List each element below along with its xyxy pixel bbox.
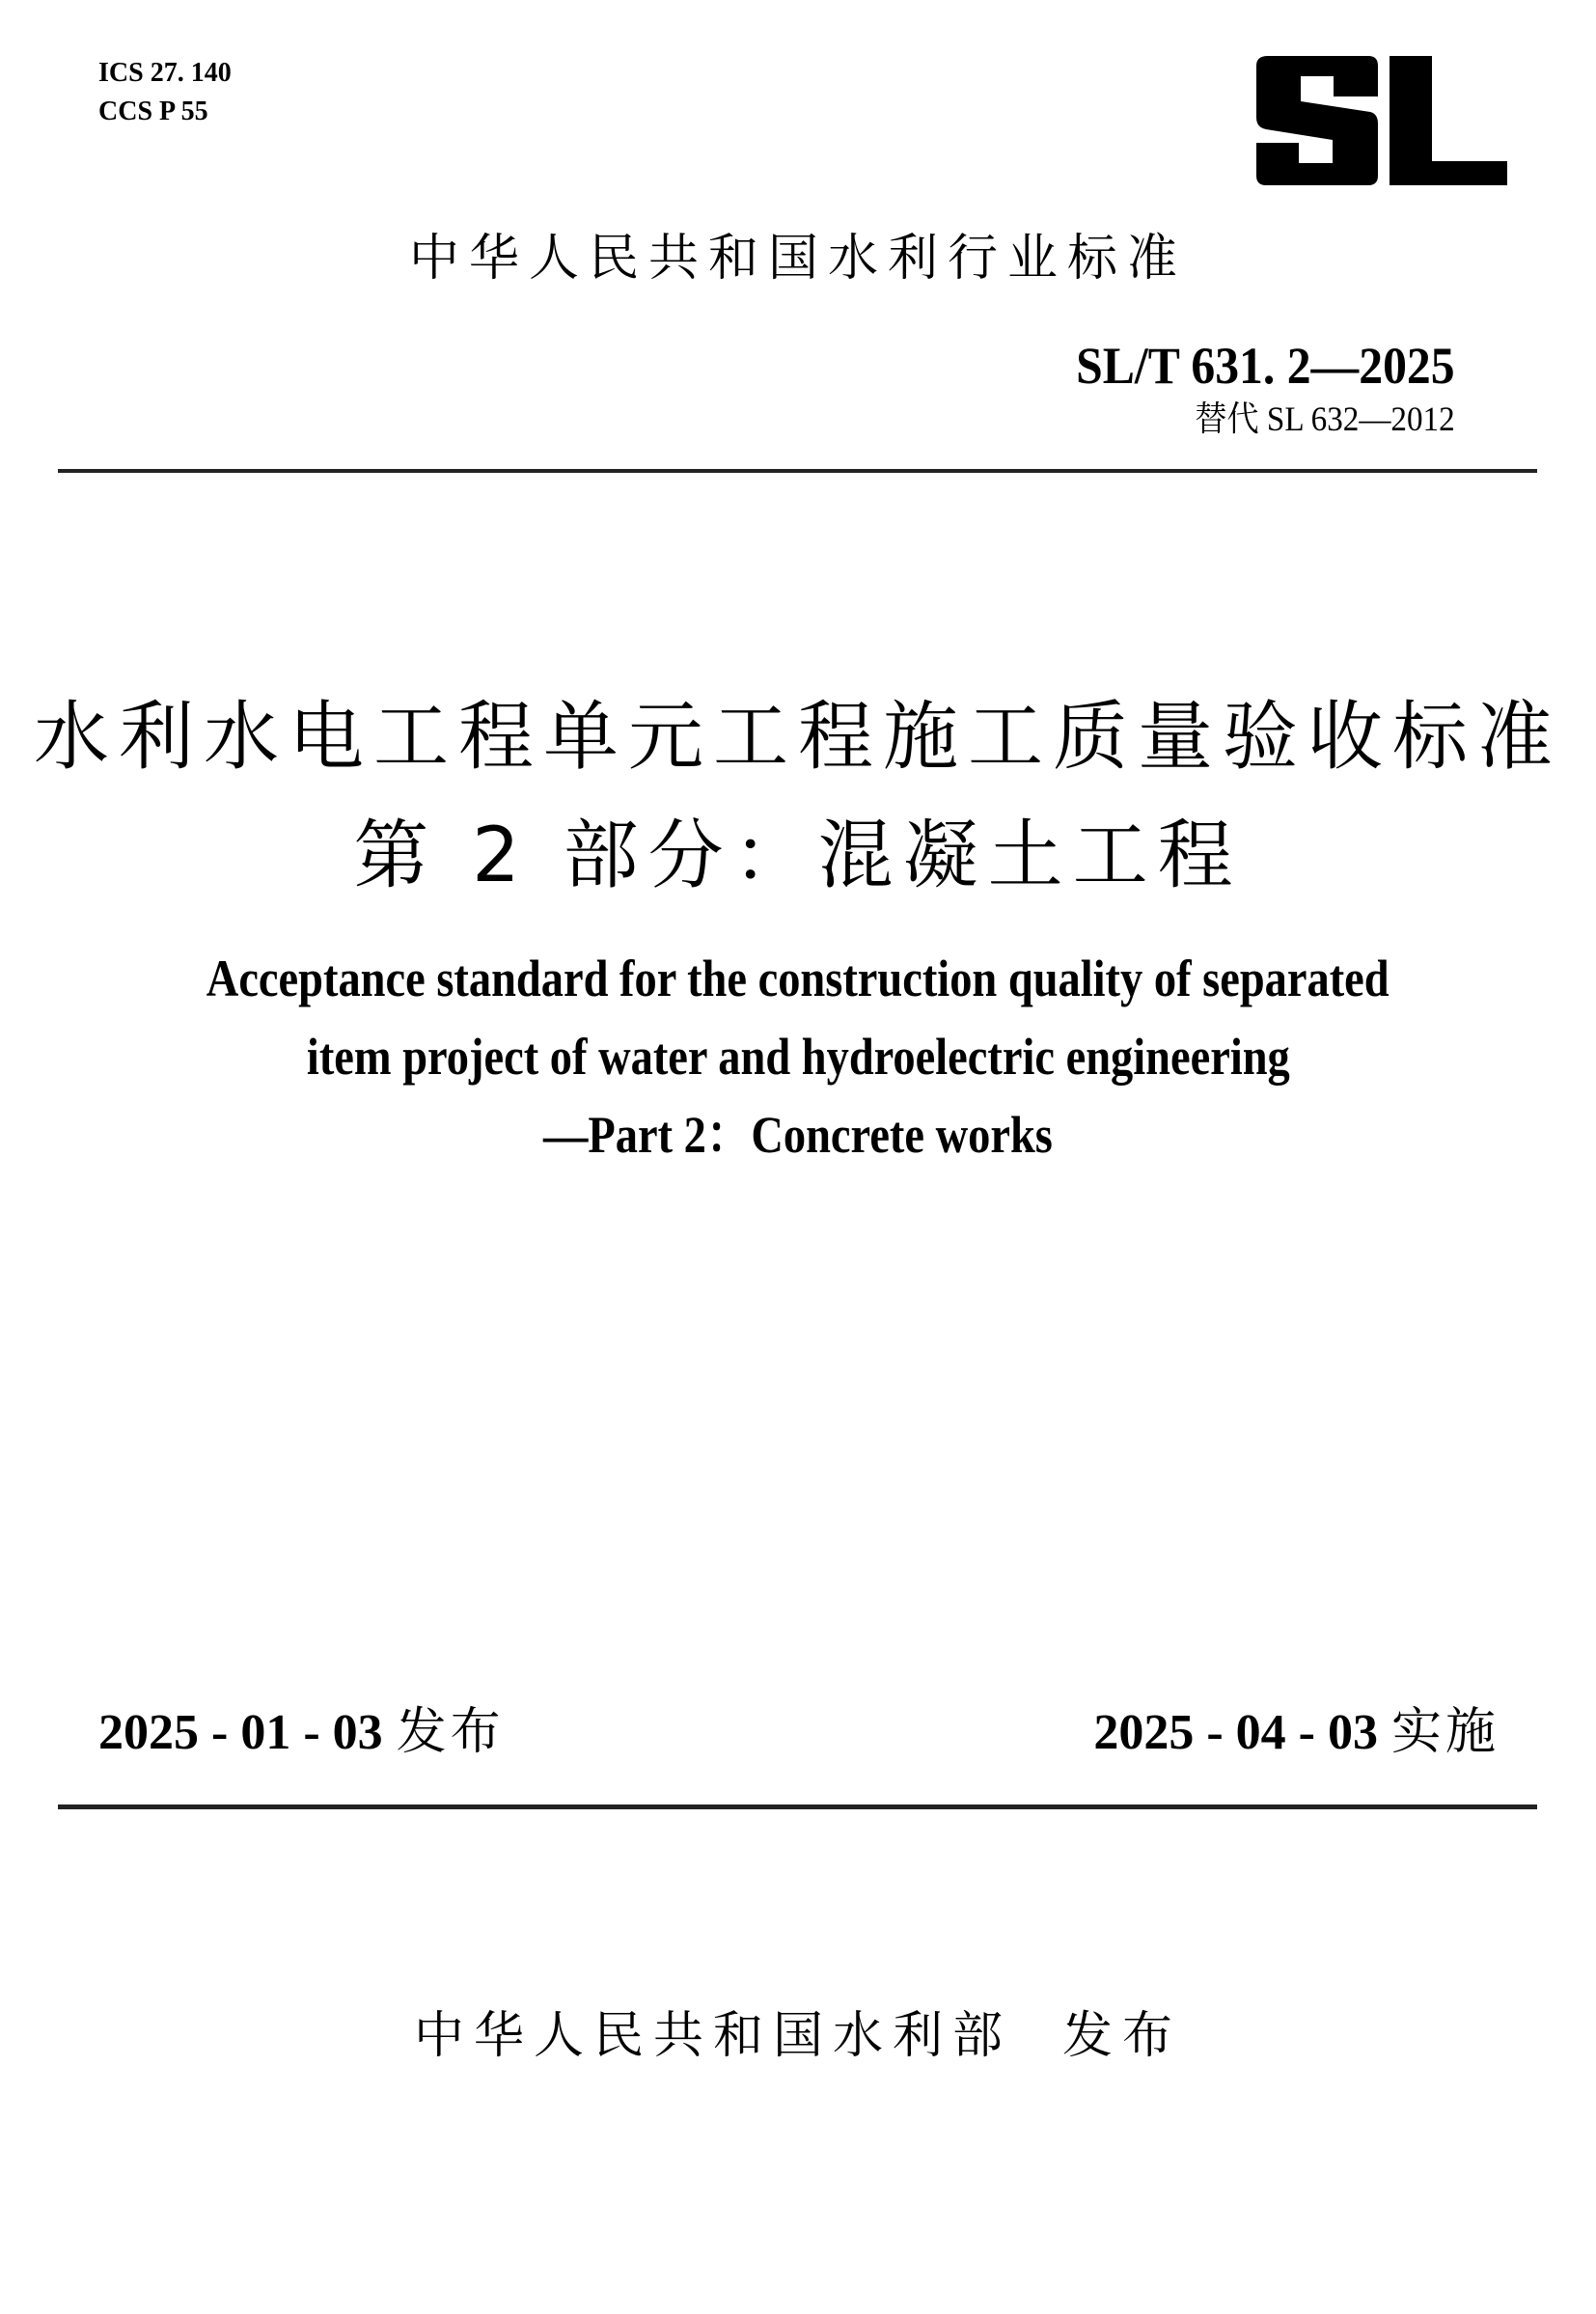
- standard-number: SL/T 631. 2—2025: [1076, 337, 1455, 395]
- title-en-line2: [0, 1018, 1596, 1096]
- implementation-label: 实施: [1390, 1703, 1500, 1761]
- top-divider: [58, 469, 1537, 473]
- title-en-line2-text: item project of water and hydroelectric engineering: [306, 1028, 1290, 1086]
- title-zh-line2: 第 2 部分：混凝土工程: [353, 813, 1243, 899]
- publisher-line: [0, 2001, 1596, 2071]
- issue-label: 发布: [396, 1703, 505, 1761]
- bottom-divider: [58, 1804, 1537, 1809]
- issue-date-block: [98, 1700, 505, 1765]
- title-en-line1: [0, 940, 1596, 1018]
- classification-codes: [98, 54, 232, 131]
- replaces-standard: 替代 SL 632—2012: [1195, 399, 1455, 438]
- title-en-line1-text: Acceptance standard for the construction quality of separated: [206, 950, 1390, 1007]
- title-zh-line1: 水利水电工程单元工程施工质量验收标准: [33, 694, 1562, 781]
- ics-code: ICS 27. 140: [98, 58, 232, 88]
- issue-date: 2025 - 01 - 03: [98, 1705, 383, 1760]
- sl-logo-icon: [1254, 56, 1507, 187]
- ccs-code: CCS P 55: [98, 96, 208, 126]
- implementation-date-block: [1093, 1700, 1500, 1765]
- title-en-line3: [0, 1096, 1596, 1174]
- implementation-date: 2025 - 04 - 03: [1093, 1705, 1378, 1760]
- industry-standard-header: 中华人民共和国水利行业标准: [408, 230, 1187, 288]
- title-en-line3-text: —Part 2：Concrete works: [543, 1106, 1053, 1164]
- publisher-name: 中华人民共和国水利部: [413, 2007, 1012, 2065]
- publisher-action: 发布: [1062, 2007, 1183, 2065]
